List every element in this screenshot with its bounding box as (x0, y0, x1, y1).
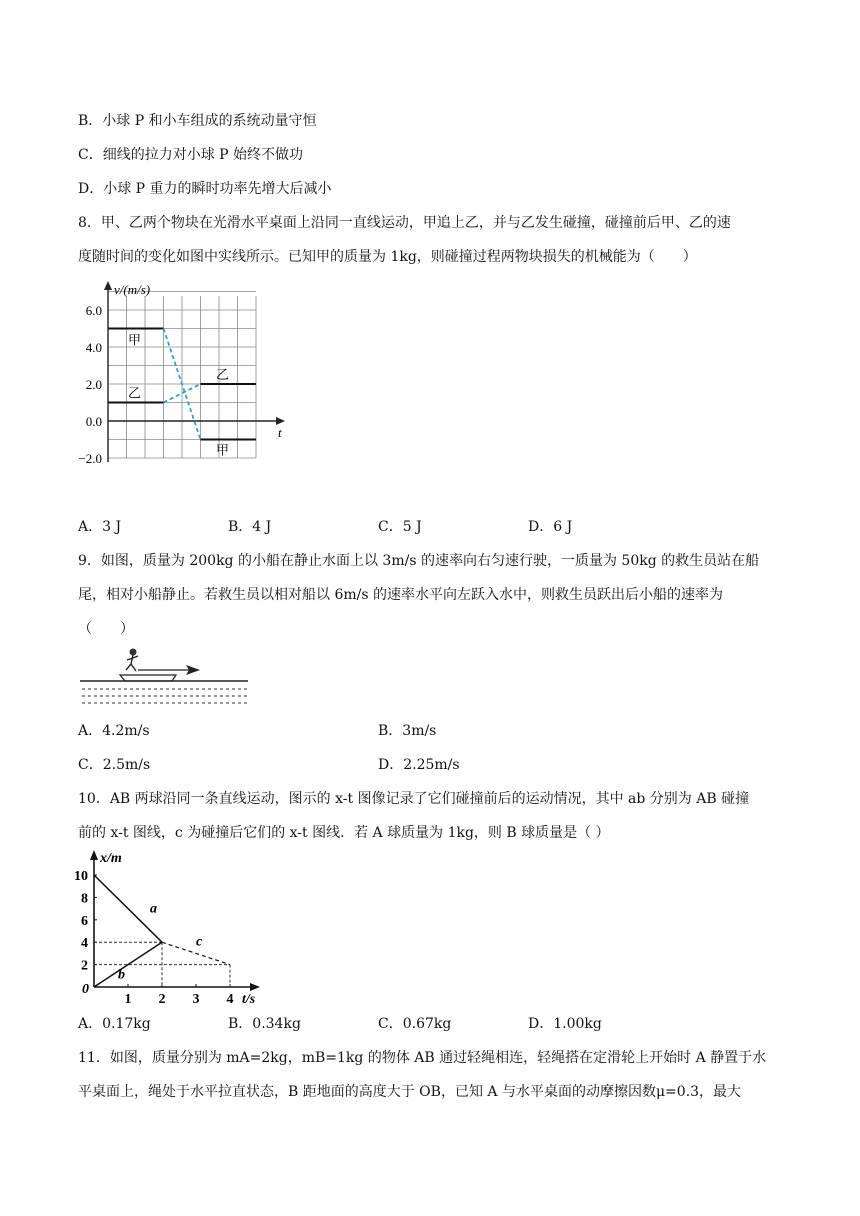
q10-xt-graph (74, 846, 278, 1010)
velocity-arrow-icon (138, 665, 200, 675)
q7-option-d: D．小球 P 重力的瞬时功率先增大后减小 (78, 181, 332, 197)
y-tick-label: 4.0 (85, 340, 102, 355)
series-label: a (150, 901, 157, 917)
xt-axes (90, 850, 260, 991)
q10-option-a: A．0.17kg (78, 1016, 151, 1032)
series-label: 甲 (216, 442, 230, 458)
q8-stem-line-1: 8．甲、乙两个物块在光滑水平桌面上沿同一直线运动，甲追上乙，并与乙发生碰撞，碰撞前后甲、乙的速 (78, 215, 731, 231)
y-axis-arrow (90, 850, 98, 860)
xt-series (94, 875, 230, 987)
q9-stem-line-2: 尾，相对小船静止。若救生员以相对船以 6m/s 的速率水平向左跃入水中，则救生员跃出后小船的速率为 (78, 587, 723, 603)
q7-option-b: B．小球 P 和小车组成的系统动量守恒 (78, 113, 317, 129)
series-label: 甲 (128, 332, 142, 348)
q8-option-b: B．4 J (228, 519, 272, 535)
q11-stem-line-1: 11．如图，质量分别为 mA=2kg，mB=1kg 的物体 AB 通过轻绳相连，轻绳搭在定滑轮上开始时 A 静置于水 (78, 1050, 767, 1066)
x-tick-label: 4 (226, 992, 234, 1007)
y-tick-label: 0.0 (85, 414, 102, 429)
q9-stem-line-3: （ ） (78, 621, 134, 637)
q7-option-c: C．细线的拉力对小球 P 始终不做功 (78, 147, 304, 163)
q8-stem-line-2: 度随时间的变化如图中实线所示。已知甲的质量为 1kg，则碰撞过程两物块损失的机械能为（ ） (78, 249, 697, 265)
y-tick-label: 6.0 (85, 303, 102, 318)
y-tick-label: 4 (81, 936, 88, 952)
q8-option-c: C．5 J (378, 519, 422, 535)
y-axis-label: x/m (100, 851, 122, 866)
boat-icon (120, 675, 176, 681)
q10-option-c: C．0.67kg (378, 1016, 452, 1032)
series-label: c (196, 934, 203, 950)
x-tick-label: 1 (124, 992, 132, 1007)
vt-grid (108, 292, 256, 459)
y-tick-label: 8 (81, 891, 88, 907)
q10-stem-line-2: 前的 x-t 图线，c 为碰撞后它们的 x-t 图线．若 A 球质量为 1kg，则 B 球质量是（ ） (78, 825, 610, 841)
y-axis-label: v/(m/s) (114, 282, 151, 297)
q10-stem-line-1: 10．AB 两球沿同一条直线运动，图示的 x-t 图像记录了它们碰撞前后的运动情况，其中 ab 分别为 AB 碰撞 (78, 791, 750, 807)
series-label: 乙 (216, 367, 230, 382)
q9-boat-figure (78, 644, 258, 718)
lifeguard-icon (126, 649, 138, 672)
y-tick-label: 2 (81, 958, 88, 974)
y-axis-arrow (104, 281, 112, 290)
q11-stem-line-2: 平桌面上，绳处于水平拉直状态，B 距地面的高度大于 OB，已知 A 与水平桌面的动摩擦因数μ=0.3，最大 (78, 1084, 742, 1100)
y-tick-label: 6 (81, 913, 88, 929)
q9-option-b: B．3m/s (378, 723, 437, 739)
q8-option-a: A．3 J (78, 519, 122, 535)
q9-option-a: A．4.2m/s (78, 723, 150, 739)
x-tick-label: 2 (158, 992, 166, 1007)
y-tick-label: 2.0 (85, 377, 102, 392)
q10-option-b: B．0.34kg (228, 1016, 301, 1032)
q8-vt-graph (78, 278, 318, 472)
series-label: b (118, 967, 125, 983)
xt-labels (74, 851, 256, 1007)
x-axis-label: t/s (242, 992, 256, 1007)
x-tick-label: 3 (192, 992, 200, 1007)
q9-option-c: C．2.5m/s (78, 757, 151, 773)
x-axis-label: t (278, 425, 282, 440)
q10-option-d: D．1.00kg (528, 1016, 602, 1032)
series-label: 乙 (128, 385, 142, 401)
x-axis-arrow (276, 417, 285, 425)
x-axis-arrow (250, 983, 260, 991)
q8-option-d: D．6 J (528, 519, 573, 535)
origin-label: 0 (82, 982, 89, 997)
y-tick-label: 10 (74, 869, 88, 884)
q9-stem-line-1: 9．如图，质量为 200kg 的小船在静止水面上以 3m/s 的速率向右匀速行驶，一质量为 50kg 的救生员站在船 (78, 553, 760, 569)
y-tick-label: −2.0 (78, 451, 102, 466)
q9-option-d: D．2.25m/s (378, 757, 460, 773)
vt-axes (104, 281, 285, 462)
